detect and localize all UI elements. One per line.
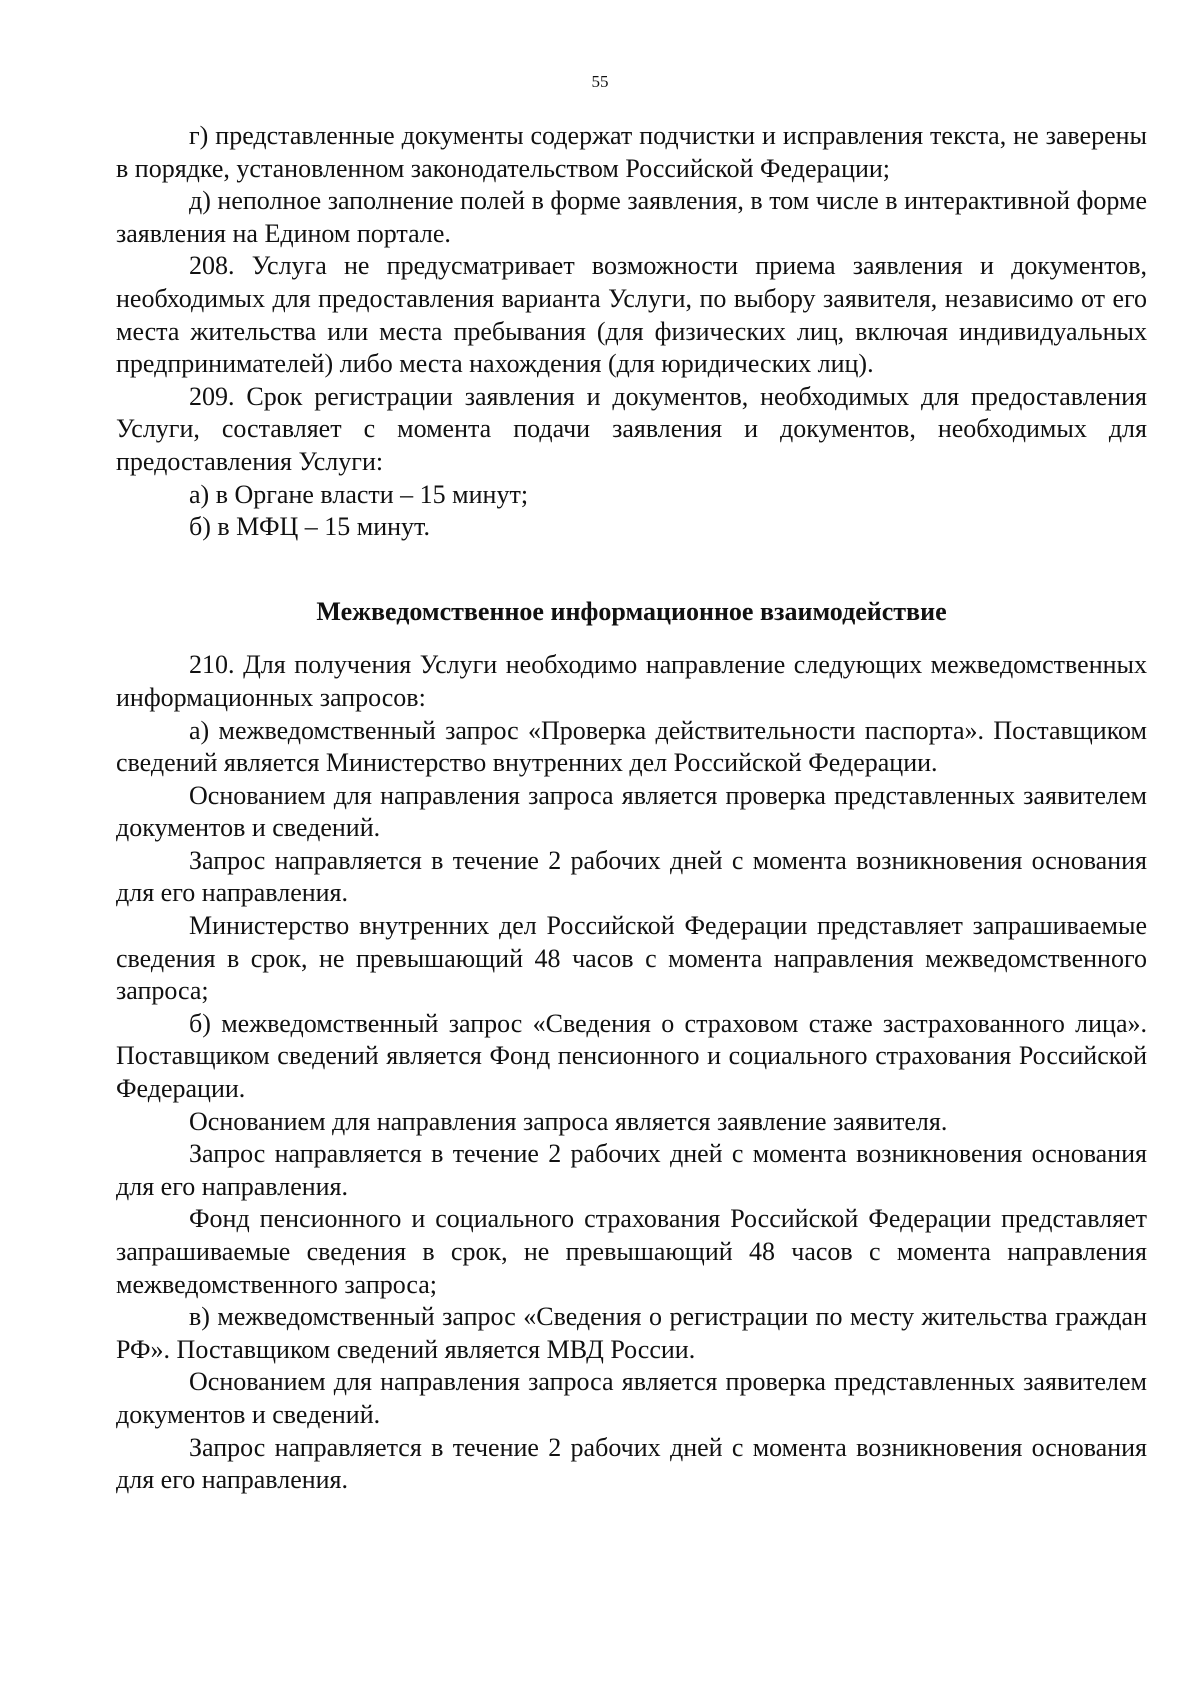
paragraph-209-item-b: б) в МФЦ – 15 минут. <box>189 512 430 542</box>
paragraph-210-item-a-basis: Основанием для направления запроса является проверка представленных заявителем документов и сведений. <box>116 780 1147 843</box>
paragraph-208: 208. Услуга не предусматривает возможности приема заявления и документов, необходимых для предоставления варианта Услуги, по выбору заявителя, независимо от его места жительства или места пребывания (для физических лиц, включая индивидуальных предпринимателей) либо места нахождения (для юридических лиц). <box>116 251 1147 379</box>
paragraph-210-item-b-basis: Основанием для направления запроса является заявление заявителя. <box>189 1106 948 1136</box>
paragraph-209-item-a: а) в Органе власти – 15 минут; <box>189 479 529 509</box>
document-body <box>116 120 1147 1497</box>
paragraph-210: 210. Для получения Услуги необходимо направление следующих межведомственных информационных запросов: <box>116 650 1147 712</box>
paragraph-210-item-a: а) межведомственный запрос «Проверка действительности паспорта». Поставщиком сведений является Министерство внутренних дел Российской Федерации. <box>116 715 1147 778</box>
paragraph-210-item-b-response: Фонд пенсионного и социального страхования Российской Федерации представляет запрашиваемые сведения в срок, не превышающий 48 часов с момента направления межведомственного запроса; <box>116 1204 1147 1299</box>
paragraph-209: 209. Срок регистрации заявления и документов, необходимых для предоставления Услуги, составляет с момента подачи заявления и документов, необходимых для предоставления Услуги: <box>116 381 1147 476</box>
paragraph-210-item-v-basis: Основанием для направления запроса является проверка представленных заявителем документов и сведений. <box>116 1367 1147 1429</box>
paragraph-item-d: д) неполное заполнение полей в форме заявления, в том числе в интерактивной форме заявления на Едином портале. <box>116 186 1147 248</box>
paragraph-210-item-b: б) межведомственный запрос «Сведения о страховом стаже застрахованного лица». Поставщиком сведений является Фонд пенсионного и социального страхования Российской Федерации. <box>116 1008 1147 1104</box>
paragraph-item-g: г) представленные документы содержат подчистки и исправления текста, не заверены в порядке, установленном законодательством Российской Федерации; <box>116 121 1147 183</box>
paragraph-210-item-a-term: Запрос направляется в течение 2 рабочих дней с момента возникновения основания для его направления. <box>116 845 1147 908</box>
paragraph-210-item-v-term: Запрос направляется в течение 2 рабочих дней с момента возникновения основания для его направления. <box>116 1432 1147 1495</box>
paragraph-210-item-v: в) межведомственный запрос «Сведения о регистрации по месту жительства граждан РФ». Поставщиком сведений является МВД России. <box>116 1302 1147 1364</box>
section-heading: Межведомственное информационное взаимодействие <box>316 596 947 626</box>
page-number: 55 <box>591 72 609 91</box>
paragraph-210-item-a-response: Министерство внутренних дел Российской Федерации представляет запрашиваемые сведения в срок, не превышающий 48 часов с момента направления межведомственного запроса; <box>116 911 1147 1006</box>
paragraph-210-item-b-term: Запрос направляется в течение 2 рабочих дней с момента возникновения основания для его направления. <box>116 1139 1147 1201</box>
